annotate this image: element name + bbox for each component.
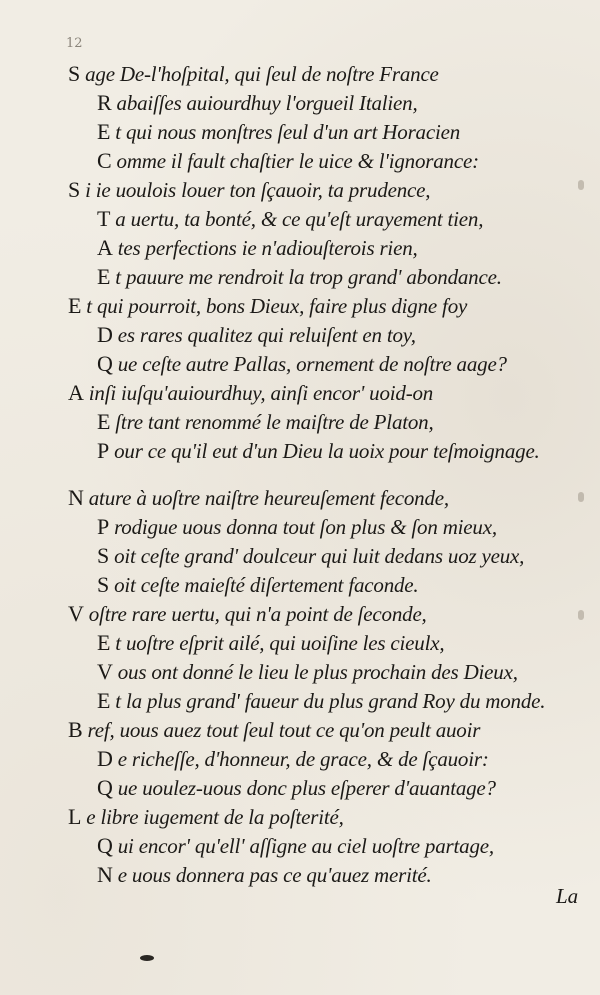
verse-line (97, 321, 416, 349)
initial-letter: Q (97, 833, 113, 858)
line-text: e richeſſe, d'honneur, de grace, & de ſçauoir: (112, 747, 489, 771)
initial-letter: V (97, 659, 113, 684)
verse-line (68, 716, 480, 744)
margin-stain (578, 492, 584, 502)
verse-line (97, 832, 494, 860)
initial-letter: Q (97, 775, 113, 800)
line-text: our ce qu'il eut d'un Dieu la uoix pour teſmoignage. (109, 439, 540, 463)
initial-letter: N (97, 862, 113, 887)
initial-letter: E (97, 630, 111, 655)
verse-line (68, 176, 430, 204)
line-text: ous ont donné le lieu le plus prochain des Dieux, (112, 660, 518, 684)
verse-line (97, 513, 497, 541)
margin-stain (578, 180, 584, 190)
initial-letter: B (68, 717, 83, 742)
line-text: a uertu, ta bonté, & ce qu'eſt urayement tien, (110, 207, 484, 231)
initial-letter: E (97, 688, 111, 713)
verse-line (97, 234, 418, 262)
initial-letter: D (97, 322, 113, 347)
initial-letter: S (68, 177, 81, 202)
line-text: t uoſtre eſprit ailé, qui uoiſine les cieulx, (110, 631, 445, 655)
verse-line (68, 803, 344, 831)
verse-line (97, 205, 483, 233)
initial-letter: P (97, 438, 110, 463)
initial-letter: E (97, 264, 111, 289)
line-text: i ie uoulois louer ton ſçauoir, ta prudence, (80, 178, 431, 202)
verse-line (97, 118, 460, 146)
initial-letter: S (97, 572, 110, 597)
line-text: e libre iugement de la poſterité, (81, 805, 344, 829)
initial-letter: E (68, 293, 82, 318)
initial-letter: N (68, 485, 84, 510)
initial-letter: C (97, 148, 112, 173)
verse-line (97, 745, 489, 773)
initial-letter: A (68, 380, 84, 405)
initial-letter: A (97, 235, 113, 260)
verse-line (68, 484, 449, 512)
line-text: omme il fault chaſtier le uice & l'ignorance: (111, 149, 479, 173)
line-text: abaiſſes auiourdhuy l'orgueil Italien, (111, 91, 418, 115)
ink-blot (140, 955, 154, 961)
page-number: 12 (66, 36, 83, 51)
line-text: ue ceſte autre Pallas, ornement de noſtre aage? (112, 352, 507, 376)
line-text: es rares qualitez qui reluiſent en toy, (112, 323, 416, 347)
verse-line (97, 629, 444, 657)
verse-line (97, 687, 545, 715)
verse-line (68, 60, 439, 88)
initial-letter: S (97, 543, 110, 568)
verse-line (97, 658, 518, 686)
line-text: t qui nous monſtres ſeul d'un art Horacien (110, 120, 461, 144)
initial-letter: S (68, 61, 81, 86)
initial-letter: D (97, 746, 113, 771)
verse-line (97, 263, 502, 291)
initial-letter: L (68, 804, 82, 829)
line-text: oit ceſte maieſté diſertement faconde. (109, 573, 419, 597)
initial-letter: E (97, 119, 111, 144)
initial-letter: V (68, 601, 84, 626)
line-text: oit ceſte grand' doulceur qui luit dedans uoz yeux, (109, 544, 525, 568)
verse-line (68, 379, 433, 407)
verse-line (97, 774, 496, 802)
line-text: ue uoulez-uous donc plus eſperer d'auantage? (112, 776, 496, 800)
line-text: inſi iuſqu'auiourdhuy, ainſi encor' uoid-on (83, 381, 434, 405)
line-text: ref, uous auez tout ſeul tout ce qu'on peult auoir (82, 718, 481, 742)
line-text: t qui pourroit, bons Dieux, faire plus digne foy (81, 294, 468, 318)
verse-line (97, 89, 418, 117)
line-text: t pauure me rendroit la trop grand' abondance. (110, 265, 502, 289)
line-text: rodigue uous donna tout ſon plus & ſon mieux, (109, 515, 497, 539)
line-text: ſtre tant renommé le maiſtre de Platon, (110, 410, 434, 434)
margin-stain (578, 610, 584, 620)
verse-line (97, 350, 507, 378)
verse-line (97, 542, 524, 570)
verse-line (97, 408, 434, 436)
line-text: oſtre rare uertu, qui n'a point de ſeconde, (83, 602, 427, 626)
line-text: age De-l'hoſpital, qui ſeul de noſtre France (80, 62, 439, 86)
line-text: tes perfections ie n'adiouſterois rien, (112, 236, 418, 260)
catchword: La (556, 884, 579, 908)
verse-line (97, 437, 540, 465)
initial-letter: E (97, 409, 111, 434)
verse-line (97, 147, 479, 175)
verse-line (68, 600, 427, 628)
line-text: ui encor' qu'ell' aſſigne au ciel uoſtre partage, (112, 834, 494, 858)
verse-line (68, 292, 467, 320)
line-text: ature à uoſtre naiſtre heureuſement feconde, (83, 486, 449, 510)
initial-letter: R (97, 90, 112, 115)
verse-line (97, 861, 432, 889)
initial-letter: Q (97, 351, 113, 376)
line-text: e uous donnera pas ce qu'auez merité. (112, 863, 432, 887)
line-text: t la plus grand' faueur du plus grand Roy du monde. (110, 689, 546, 713)
initial-letter: P (97, 514, 110, 539)
verse-line (97, 571, 418, 599)
initial-letter: T (97, 206, 111, 231)
